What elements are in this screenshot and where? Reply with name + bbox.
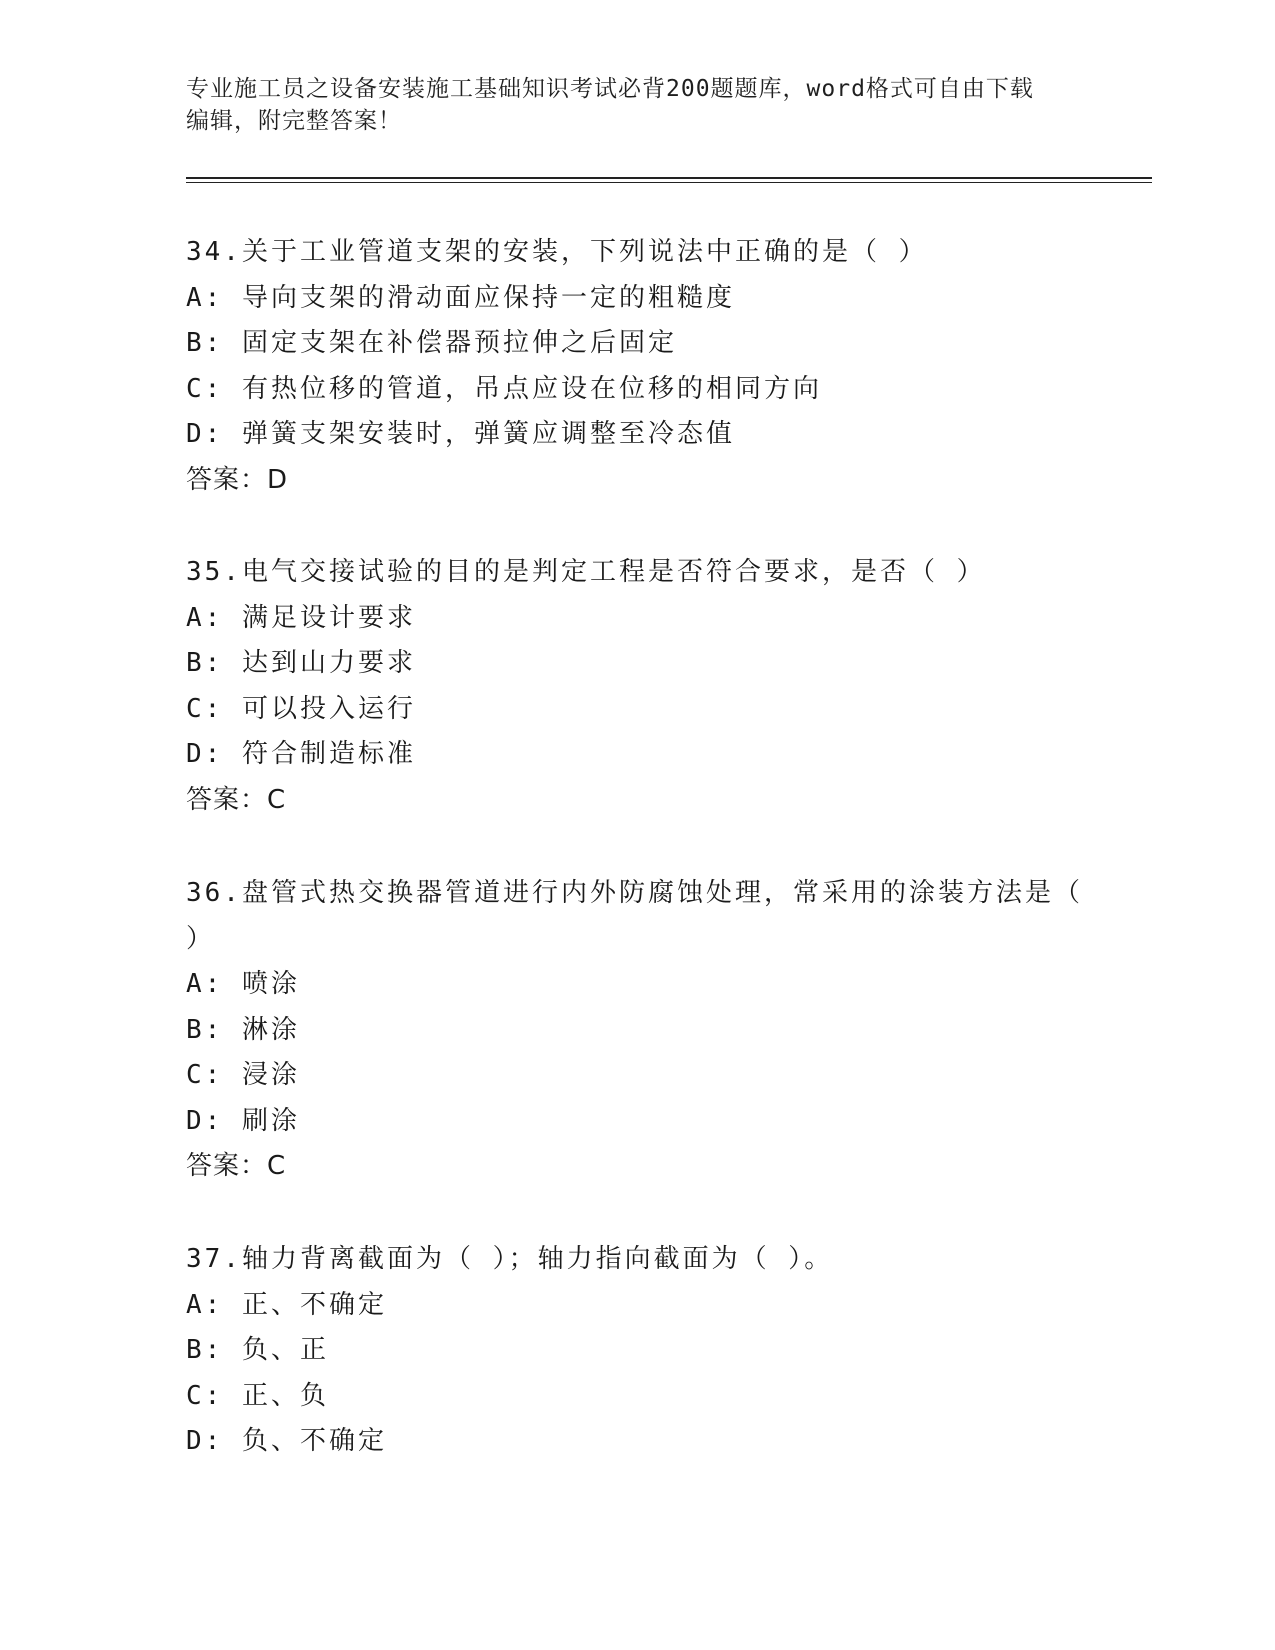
option-c: C: 浸涂 bbox=[186, 1060, 300, 1090]
answer-label: 答案：D bbox=[186, 464, 289, 495]
question-34 bbox=[186, 230, 1086, 503]
question-stem: 35.电气交接试验的目的是判定工程是否符合要求，是否（ ） bbox=[186, 557, 986, 587]
answer-label: 答案：C bbox=[186, 1151, 287, 1181]
option-a: A: 满足设计要求 bbox=[186, 602, 416, 633]
document-header bbox=[186, 73, 1066, 137]
question-35 bbox=[186, 550, 1086, 823]
question-stem: 36.盘管式热交换器管道进行内外防腐蚀处理，常采用的涂装方法是（ bbox=[186, 878, 1083, 908]
option-b: B: 淋涂 bbox=[186, 1014, 300, 1045]
header-title-line-1: 专业施工员之设备安装施工基础知识考试必背200题题库，word格式可自由下载 bbox=[186, 76, 1034, 102]
option-b: B: 固定支架在补偿器预拉伸之后固定 bbox=[186, 328, 677, 358]
option-b: B: 达到山力要求 bbox=[186, 648, 416, 678]
option-d: D: 负、不确定 bbox=[186, 1426, 387, 1456]
question-stem: 34.关于工业管道支架的安装，下列说法中正确的是（ ） bbox=[186, 237, 928, 267]
header-divider-thick bbox=[186, 177, 1152, 179]
option-c: C: 可以投入运行 bbox=[186, 693, 416, 724]
question-36 bbox=[186, 871, 1086, 1190]
option-d: D: 刷涂 bbox=[186, 1105, 300, 1136]
option-c: C: 正、负 bbox=[186, 1380, 329, 1411]
option-a: A: 正、不确定 bbox=[186, 1289, 387, 1320]
option-b: B: 负、正 bbox=[186, 1335, 329, 1365]
answer-label: 答案：C bbox=[186, 784, 287, 815]
header-title-line-2: 编辑，附完整答案！ bbox=[186, 108, 402, 134]
question-stem: 37.轴力背离截面为（ ）；轴力指向截面为（ ）。 bbox=[186, 1244, 834, 1274]
header-divider-thin bbox=[186, 182, 1152, 183]
option-c: C: 有热位移的管道，吊点应设在位移的相同方向 bbox=[186, 373, 822, 404]
question-37 bbox=[186, 1237, 1086, 1465]
option-a: A: 导向支架的滑动面应保持一定的粗糙度 bbox=[186, 282, 735, 313]
option-d: D: 符合制造标准 bbox=[186, 739, 416, 769]
option-d: D: 弹簧支架安装时，弹簧应调整至冷态值 bbox=[186, 419, 735, 449]
question-stem-continuation: ） bbox=[186, 923, 216, 954]
option-a: A: 喷涂 bbox=[186, 969, 300, 999]
